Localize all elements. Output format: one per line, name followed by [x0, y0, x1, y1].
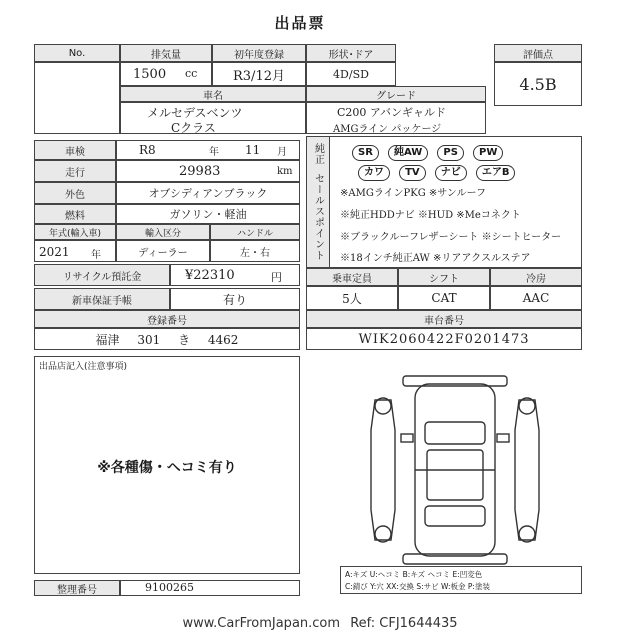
recycle-unit: 円: [271, 271, 282, 284]
mileage-label: 走行: [34, 160, 116, 182]
car-damage-diagram: [355, 370, 555, 570]
grade-value: [306, 102, 486, 134]
equipment-label-genuine: 純正: [312, 143, 324, 165]
model-year-unit: 年: [91, 250, 101, 261]
aircon-label: 冷房: [490, 268, 582, 286]
pill-navi: ナビ: [435, 165, 467, 181]
left-side-view: [371, 400, 395, 540]
footer: [0, 616, 640, 631]
notes-box: [34, 356, 300, 574]
model-year-label: 年式(輸入車): [34, 224, 116, 240]
handle-value: 左・右: [210, 240, 300, 262]
displacement-value: [120, 62, 212, 86]
first-registration-value: R3/12月: [212, 62, 306, 86]
shaken-year: R8: [139, 143, 156, 157]
car-name-label: 車名: [120, 86, 306, 102]
damage-legend: [340, 566, 582, 594]
equipment-side-label: [306, 136, 330, 268]
car-name-line2: Cクラス: [171, 121, 216, 135]
sales-point-1: ※AMGラインPKG ※サンルーフ: [340, 188, 487, 199]
pill-pw: PW: [473, 145, 503, 161]
car-rear-window: [425, 506, 485, 526]
exterior-value: オブシディアンブラック: [116, 182, 300, 204]
pill-airbag: エアB: [476, 165, 516, 181]
warranty-label: 新車保証手帳: [34, 288, 170, 310]
car-roof: [427, 450, 483, 500]
pill-ps: PS: [437, 145, 464, 161]
pill-tv: TV: [399, 165, 426, 181]
vin-label: 車台番号: [306, 310, 582, 328]
car-name-line1: メルセデスベンツ: [147, 106, 243, 120]
sales-point-4: ※18インチ純正AW ※リアアクスルステア: [340, 253, 531, 264]
grade-line2: AMGライン パッケージ: [333, 124, 442, 135]
fuel-value: ガソリン・軽油: [116, 204, 300, 224]
warranty-value: 有り: [170, 288, 300, 310]
shape-door-value: 4D/SD: [306, 62, 396, 86]
import-value: ディーラー: [116, 240, 210, 262]
mileage-value: [116, 160, 300, 182]
first-registration-label: 初年度登録: [212, 44, 306, 62]
sales-point-2: ※純正HDDナビ ※HUD ※Meコネクト: [340, 210, 521, 221]
exterior-label: 外色: [34, 182, 116, 204]
capacity-label: 乗車定員: [306, 268, 398, 286]
shaken-label: 車検: [34, 140, 116, 160]
mileage-unit: km: [277, 166, 293, 177]
import-label: 輸入区分: [116, 224, 210, 240]
mileage-number: 29983: [179, 164, 221, 179]
pill-leather: カワ: [358, 165, 390, 181]
control-number-value: 9100265: [120, 580, 300, 596]
sheet-title: 出品票: [274, 13, 326, 32]
plate-label: 登録番号: [34, 310, 300, 328]
model-year-value: [34, 240, 116, 262]
aircon-value: AAC: [490, 286, 582, 310]
footer-site[interactable]: www.CarFromJapan.com: [182, 616, 341, 631]
fuel-label: 燃料: [34, 204, 116, 224]
displacement-unit: cc: [185, 67, 198, 80]
grade-line1: C200 アバンギャルド: [337, 106, 447, 119]
capacity-value: 5人: [306, 286, 398, 310]
shift-label: シフト: [398, 268, 490, 286]
legend-line-1: A:キズ U:ヘコミ B:キズ ヘコミ E:凹変色: [345, 570, 483, 579]
recycle-label: リサイクル預託金: [34, 264, 170, 286]
notes-label: 出品店記入(注意事項): [39, 362, 128, 372]
no-value-cell: [34, 62, 120, 134]
recycle-amount: ¥22310: [185, 268, 235, 283]
shaken-month: 11: [245, 143, 261, 157]
right-side-view: [515, 400, 539, 540]
footer-ref: Ref: CFJ1644435: [350, 616, 458, 631]
pill-sr: SR: [352, 145, 379, 161]
grade-eval-value: 4.5B: [494, 62, 582, 106]
shift-value: CAT: [398, 286, 490, 310]
grade-eval-label: 評価点: [494, 44, 582, 62]
plate-value: 福津 301 き 4462: [34, 328, 300, 350]
control-number-label: 整理番号: [34, 580, 120, 596]
car-windshield: [425, 422, 485, 444]
shape-door-label: 形状･ドア: [306, 44, 396, 62]
no-label: No.: [34, 44, 120, 62]
equipment-pills-row2: [356, 160, 586, 178]
equipment-label-salespoint: セールスポイント: [312, 173, 324, 261]
shaken-month-unit: 月: [277, 147, 287, 158]
handle-label: ハンドル: [210, 224, 300, 240]
shaken-year-unit: 年: [209, 147, 219, 158]
recycle-value: [170, 264, 300, 286]
legend-line-2: C:錆び Y:穴 XX:交換 S:サビ W:板金 P:塗装: [345, 582, 490, 591]
equipment-pills-row1: [350, 140, 580, 158]
shaken-value: [116, 140, 300, 160]
grade-label: グレード: [306, 86, 486, 102]
displacement-number: 1500: [133, 67, 167, 82]
displacement-label: 排気量: [120, 44, 212, 62]
model-year-number: 2021: [39, 245, 70, 259]
vin-value: WIK2060422F0201473: [306, 328, 582, 350]
car-name-value: [120, 102, 306, 134]
sales-point-3: ※ブラックルーフレザーシート ※シートヒーター: [340, 232, 562, 243]
notes-text: ※各種傷・ヘコミ有り: [97, 460, 237, 476]
pill-aw: 純AW: [388, 145, 428, 161]
